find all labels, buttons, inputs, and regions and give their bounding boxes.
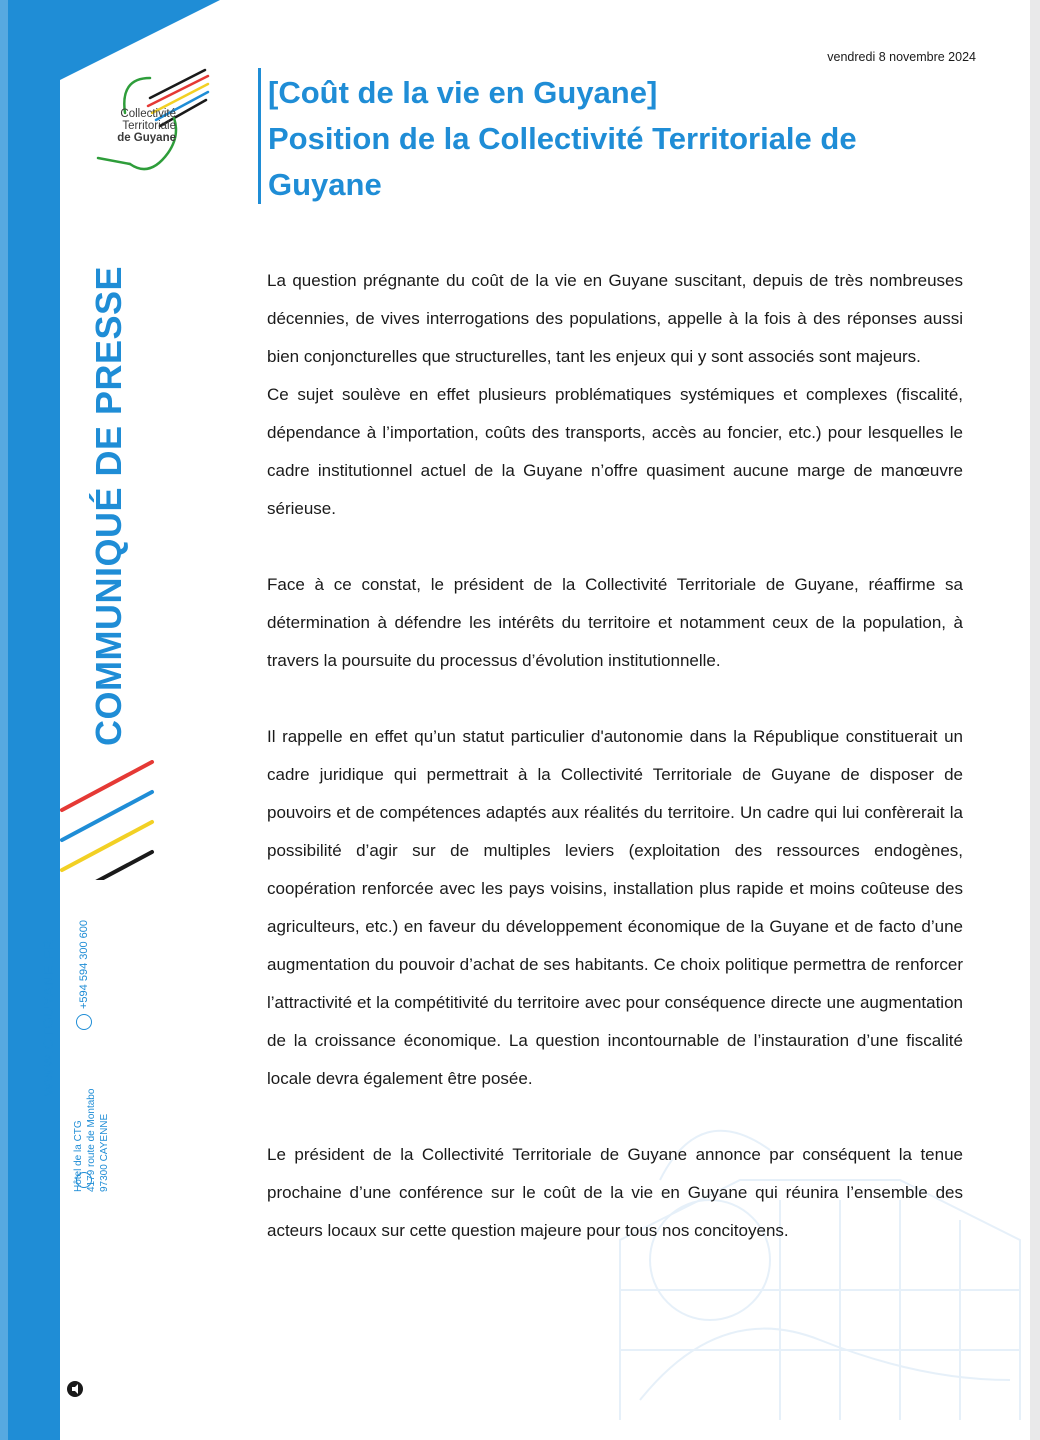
address-line: 4179 route de Montabo [86, 1088, 97, 1192]
title-line: Guyane [268, 167, 382, 202]
decorative-stripes [60, 760, 160, 880]
logo-line: Territoriale [122, 120, 176, 132]
address-line: 97300 CAYENNE [99, 1113, 110, 1192]
phone-contact [76, 910, 92, 1030]
logo-line: de Guyane [117, 132, 176, 144]
press-release-banner: COMMUNIQUÉ DE PRESSE [88, 265, 129, 746]
paragraph: Le président de la Collectivité Territoriale de Guyane annonce par conséquent la tenue prochaine d’une conférence sur le coût de la vie en Guyane qui réunira l’ensemble des acteurs locaux sur cette question majeure pour tous nos concitoyens. [267, 1145, 963, 1240]
phone-icon [76, 1014, 92, 1030]
blue-side-band [0, 0, 60, 1440]
title-accent-bar [258, 68, 261, 204]
paragraph: La question prégnante du coût de la vie en Guyane suscitant, depuis de très nombreuses décennies, de vives interrogations des populations, appelle à la fois à des réponses aussi bien conjoncturelles que structurelles, tant les enjeux qui y sont associés sont majeurs. [267, 271, 963, 366]
address-line: Hôtel de la CTG [73, 1120, 84, 1192]
paragraph: Face à ce constat, le président de la Collectivité Territoriale de Guyane, réaffirme sa détermination à défendre les intérêts du territoire et notamment ceux de la population, à travers la poursuite du processus d’évolution institutionnelle. [267, 575, 963, 670]
title-line: Position de la Collectivité Territoriale de [268, 121, 857, 156]
paragraph: Il rappelle en effet qu’un statut particulier d'autonomie dans la République constituerait un cadre juridique qui permettrait à la Collectivité Territoriale de Guyane de disposer de pouvoirs et de compétences adaptés aux réalités du territoire. Un cadre qui lui confèrerait la possibilité d’agir sur de multiples leviers (exploitation des ressources endogènes, coopération renforcée avec les pays voisins, installation plus rapide et moins coûteuse des agriculteurs, etc.) en faveur du développement économique de la Guyane et de facto d’une augmentation du pouvoir d’achat de ses habitants. Ce choix politique permettra de renforcer l’attractivité et la compétitivité du territoire avec pour conséquence directe une augmentation de la croissance économique. La question incontournable de l’instauration d’une fiscalité locale devra également être posée. [267, 727, 963, 1088]
paragraph: Ce sujet soulève en effet plusieurs problématiques systémiques et complexes (fiscalité, dépendance à l’importation, coûts des transports, accès au foncier, etc.) pour lesquelles le cadre institutionnel actuel de la Guyane n’offre quasiment aucune marge de manœuvre sérieuse. [267, 385, 963, 518]
logo-line: Collectivité [120, 108, 176, 120]
title-line: [Coût de la vie en Guyane] [268, 75, 658, 110]
page-title [268, 70, 968, 208]
release-date: vendredi 8 novembre 2024 [827, 50, 976, 64]
logo-wordmark [96, 108, 176, 144]
audio-icon[interactable] [66, 1380, 84, 1398]
page-edge [1030, 0, 1040, 1440]
website-link[interactable]: WWW.CTGUYANE.FR [40, 938, 56, 1096]
article-body [267, 262, 963, 1250]
address-block [72, 1042, 111, 1192]
phone-number: +594 594 300 600 [78, 919, 90, 1009]
